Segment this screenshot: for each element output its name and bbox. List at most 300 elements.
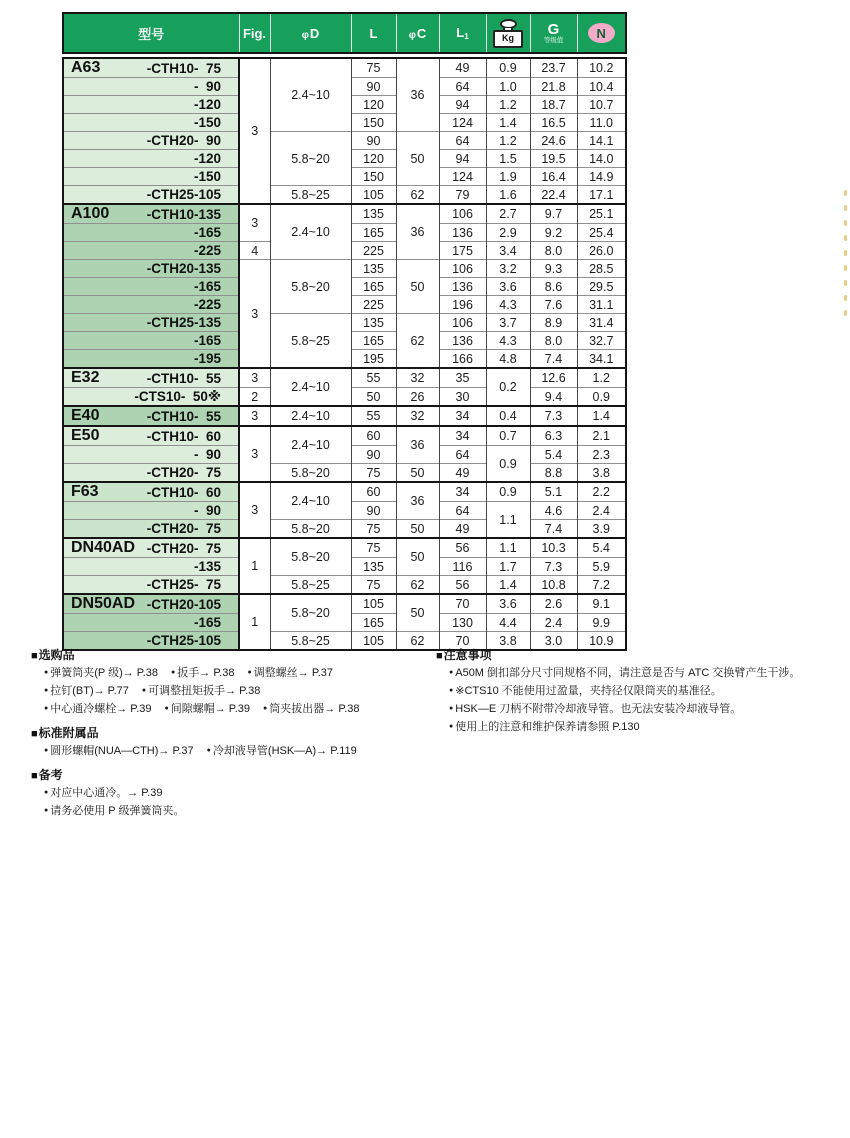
table-row — [63, 538, 626, 558]
cell-d: 5.8~25 — [270, 186, 351, 205]
cell-model — [63, 594, 239, 614]
note-section-title — [31, 648, 431, 664]
cell-g: 8.8 — [530, 464, 577, 483]
note-title-text: 备考 — [38, 768, 63, 782]
note-item — [171, 667, 235, 679]
model-suffix: -165 — [193, 225, 221, 240]
note-item-text: 间隙螺帽→ P.39 — [170, 703, 251, 715]
cell-model — [63, 368, 239, 388]
cell-g: 5.4 — [530, 446, 577, 464]
note-item — [44, 685, 129, 697]
model-suffix: -120 — [193, 151, 221, 166]
cell-d: 5.8~20 — [270, 538, 351, 576]
cell-kg: 0.9 — [486, 446, 530, 483]
cell-kg: 1.7 — [486, 558, 530, 576]
cell-l1: 70 — [439, 632, 486, 651]
model-suffix: -165 — [193, 279, 221, 294]
cell-n: 10.7 — [577, 96, 626, 114]
cell-d: 5.8~20 — [270, 132, 351, 186]
cell-d: 5.8~25 — [270, 314, 351, 369]
bullet-icon: ● — [44, 669, 49, 676]
cell-l: 225 — [351, 296, 396, 314]
cell-l1: 79 — [439, 186, 486, 205]
cell-n: 10.2 — [577, 58, 626, 78]
bullet-icon: ● — [247, 669, 252, 676]
cell-g: 21.8 — [530, 78, 577, 96]
model-suffix: - 90 — [193, 503, 221, 518]
cell-l: 90 — [351, 502, 396, 520]
cell-n: 2.1 — [577, 426, 626, 446]
cell-c: 36 — [396, 426, 439, 464]
cell-l: 75 — [351, 538, 396, 558]
cell-n: 5.9 — [577, 558, 626, 576]
cell-l1: 136 — [439, 332, 486, 350]
col-header-fig: Fig. — [239, 13, 270, 53]
cell-d: 2.4~10 — [270, 58, 351, 132]
cell-l1: 34 — [439, 482, 486, 502]
cell-n: 3.9 — [577, 520, 626, 539]
cell-model — [63, 242, 239, 260]
col-header-d: φD — [270, 13, 351, 53]
bullet-icon: ● — [171, 669, 176, 676]
cell-g: 22.4 — [530, 186, 577, 205]
cell-l: 105 — [351, 594, 396, 614]
note-item — [44, 787, 163, 799]
cell-l: 90 — [351, 446, 396, 464]
note-item-text: 可调整扭矩扳手→ P.38 — [148, 685, 261, 697]
cell-model — [63, 58, 239, 78]
note-item — [44, 805, 184, 817]
cell-kg: 0.4 — [486, 406, 530, 426]
cell-n: 7.2 — [577, 576, 626, 595]
note-item — [248, 667, 334, 679]
note-title-text: 标准附属品 — [38, 726, 99, 740]
model-suffix: -CTH20-135 — [146, 261, 221, 276]
note-item-text: HSK—E 刀柄不附带冷却液导管。也无法安装冷却液导管。 — [455, 703, 742, 715]
cell-fig: 3 — [239, 58, 270, 204]
note-item — [449, 685, 722, 697]
cell-g: 8.0 — [530, 332, 577, 350]
cell-kg: 1.0 — [486, 78, 530, 96]
cell-l: 75 — [351, 58, 396, 78]
cell-n: 28.5 — [577, 260, 626, 278]
cell-kg: 0.9 — [486, 58, 530, 78]
cell-model — [63, 150, 239, 168]
table-row — [63, 58, 626, 78]
model-suffix: -CTH20- 75 — [146, 521, 221, 536]
cell-l1: 64 — [439, 502, 486, 520]
cell-n: 31.4 — [577, 314, 626, 332]
cell-n: 1.2 — [577, 368, 626, 388]
cell-l1: 56 — [439, 538, 486, 558]
model-suffix: -225 — [193, 297, 221, 312]
model-suffix: -CTS10- 50※ — [134, 388, 221, 404]
cell-kg: 4.8 — [486, 350, 530, 369]
cell-n: 25.1 — [577, 204, 626, 224]
cell-l: 60 — [351, 426, 396, 446]
cell-l1: 70 — [439, 594, 486, 614]
cell-d: 2.4~10 — [270, 482, 351, 520]
cell-n: 14.1 — [577, 132, 626, 150]
cell-l1: 64 — [439, 78, 486, 96]
note-item-text: 请务必使用 P 级弹簧筒夹。 — [50, 805, 185, 817]
cell-g: 12.6 — [530, 368, 577, 388]
cell-d: 5.8~20 — [270, 520, 351, 539]
note-item — [207, 745, 357, 757]
cell-n: 3.8 — [577, 464, 626, 483]
model-prefix: F63 — [71, 483, 99, 500]
cell-l1: 34 — [439, 406, 486, 426]
cell-c: 50 — [396, 538, 439, 576]
cell-model — [63, 314, 239, 332]
cell-g: 4.6 — [530, 502, 577, 520]
note-section-title — [436, 648, 844, 664]
cell-kg: 4.3 — [486, 332, 530, 350]
cell-fig: 4 — [239, 242, 270, 260]
cell-l1: 124 — [439, 168, 486, 186]
model-suffix: -CTH20- 75 — [146, 465, 221, 480]
cell-kg: 1.9 — [486, 168, 530, 186]
table-row — [63, 482, 626, 502]
model-suffix: -150 — [193, 169, 221, 184]
model-suffix: -CTH10- 55 — [146, 370, 221, 386]
spec-table-body — [63, 58, 626, 650]
bullet-icon: ● — [141, 687, 147, 694]
cell-n: 0.9 — [577, 388, 626, 407]
col-header-model: 型号 — [63, 13, 239, 53]
cell-model — [63, 464, 239, 483]
cell-n: 14.0 — [577, 150, 626, 168]
model-suffix: -CTH10- 75 — [146, 60, 221, 76]
cell-l1: 35 — [439, 368, 486, 388]
cell-l: 135 — [351, 260, 396, 278]
note-item-text: 冷却液导管(HSK—A)→ P.119 — [212, 745, 357, 757]
cell-model — [63, 332, 239, 350]
cell-l: 90 — [351, 78, 396, 96]
col-header-l: L — [351, 13, 396, 53]
cell-model — [63, 538, 239, 558]
cell-kg: 1.1 — [486, 538, 530, 558]
cell-kg: 1.4 — [486, 576, 530, 595]
bullet-icon: ● — [449, 705, 454, 712]
cell-l1: 175 — [439, 242, 486, 260]
phi-symbol: φ — [408, 29, 416, 41]
square-marker-icon: ■ — [31, 728, 38, 740]
cell-l1: 136 — [439, 278, 486, 296]
cell-g: 2.4 — [530, 614, 577, 632]
cell-l1: 106 — [439, 260, 486, 278]
cell-l: 165 — [351, 278, 396, 296]
cell-model — [63, 388, 239, 407]
model-prefix: E40 — [71, 407, 100, 424]
cell-model — [63, 96, 239, 114]
cell-n: 2.2 — [577, 482, 626, 502]
model-prefix: E50 — [71, 427, 100, 444]
cell-l1: 166 — [439, 350, 486, 369]
cell-model — [63, 186, 239, 205]
note-item — [263, 703, 360, 715]
phi-symbol: φ — [301, 29, 309, 41]
cell-n: 5.4 — [577, 538, 626, 558]
table-row — [63, 426, 626, 446]
model-suffix: -195 — [193, 351, 221, 366]
cell-n: 31.1 — [577, 296, 626, 314]
model-suffix: -CTH10- 55 — [146, 408, 221, 424]
cell-model — [63, 482, 239, 502]
note-line — [31, 784, 431, 802]
note-section-title — [31, 726, 431, 742]
note-line — [31, 742, 431, 760]
cell-l: 150 — [351, 168, 396, 186]
cell-l: 90 — [351, 132, 396, 150]
cell-n: 14.9 — [577, 168, 626, 186]
cell-kg: 3.6 — [486, 594, 530, 614]
cell-c: 50 — [396, 260, 439, 314]
cell-g: 8.0 — [530, 242, 577, 260]
cell-g: 9.4 — [530, 388, 577, 407]
table-row — [63, 314, 626, 332]
note-item-text: 筒夹拔出器→ P.38 — [269, 703, 360, 715]
cell-fig: 1 — [239, 594, 270, 650]
bullet-icon: ● — [449, 723, 454, 730]
note-item — [44, 745, 194, 757]
cell-c: 32 — [396, 368, 439, 388]
cell-l: 55 — [351, 406, 396, 426]
table-row — [63, 406, 626, 426]
cell-kg: 1.2 — [486, 132, 530, 150]
cell-model — [63, 426, 239, 446]
cell-fig: 2 — [239, 388, 270, 407]
cell-n: 32.7 — [577, 332, 626, 350]
bullet-icon: ● — [263, 705, 268, 712]
table-row — [63, 520, 626, 539]
page-edge-marks — [844, 190, 847, 325]
cell-kg: 1.2 — [486, 96, 530, 114]
note-item-text: ※CTS10 不能使用过盈量，夹持径仅限筒夹的基准径。 — [455, 685, 722, 697]
note-item — [449, 703, 741, 715]
cell-n: 26.0 — [577, 242, 626, 260]
spec-table-header — [62, 12, 627, 54]
cell-l: 50 — [351, 388, 396, 407]
cell-fig: 3 — [239, 260, 270, 369]
cell-model — [63, 278, 239, 296]
cell-kg: 3.7 — [486, 314, 530, 332]
cell-n: 9.9 — [577, 614, 626, 632]
model-suffix: -CTH25-135 — [146, 315, 221, 330]
cell-d: 5.8~25 — [270, 576, 351, 595]
cell-kg: 0.7 — [486, 426, 530, 446]
bullet-icon: ● — [44, 687, 49, 694]
cell-l1: 94 — [439, 150, 486, 168]
cell-n: 17.1 — [577, 186, 626, 205]
cell-kg: 1.5 — [486, 150, 530, 168]
cell-l: 165 — [351, 332, 396, 350]
model-suffix: -CTH10-135 — [146, 206, 221, 222]
cell-n: 2.3 — [577, 446, 626, 464]
cell-g: 6.3 — [530, 426, 577, 446]
model-suffix: -135 — [193, 559, 221, 574]
cell-c: 36 — [396, 58, 439, 132]
cell-model — [63, 114, 239, 132]
bullet-icon: ● — [44, 705, 49, 712]
cell-g: 18.7 — [530, 96, 577, 114]
cell-l1: 30 — [439, 388, 486, 407]
bullet-icon: ● — [206, 747, 211, 754]
cell-model — [63, 558, 239, 576]
cell-l1: 106 — [439, 204, 486, 224]
cell-kg: 2.7 — [486, 204, 530, 224]
cell-d: 2.4~10 — [270, 368, 351, 406]
note-line — [31, 664, 431, 682]
cell-kg: 3.4 — [486, 242, 530, 260]
table-row — [63, 204, 626, 224]
cell-kg: 3.2 — [486, 260, 530, 278]
cell-model — [63, 224, 239, 242]
cell-l: 105 — [351, 632, 396, 651]
note-item-text: 调整螺丝→ P.37 — [253, 667, 334, 679]
col-header-n — [577, 13, 626, 53]
table-row — [63, 260, 626, 278]
col-header-kg — [486, 13, 530, 53]
note-item-text: 圆形螺帽(NUA—CTH)→ P.37 — [50, 745, 194, 757]
cell-g: 7.6 — [530, 296, 577, 314]
table-row — [63, 464, 626, 483]
cell-c: 50 — [396, 464, 439, 483]
cell-c: 62 — [396, 186, 439, 205]
cell-l1: 49 — [439, 464, 486, 483]
cell-n: 9.1 — [577, 594, 626, 614]
table-row — [63, 576, 626, 595]
model-suffix: -CTH20-105 — [146, 596, 221, 612]
model-suffix: -225 — [193, 243, 221, 258]
cell-model — [63, 576, 239, 595]
col-header-l1: L1 — [439, 13, 486, 53]
note-line — [436, 700, 844, 718]
model-suffix: - 90 — [193, 447, 221, 462]
cell-g: 10.8 — [530, 576, 577, 595]
cell-kg: 2.9 — [486, 224, 530, 242]
model-suffix: -CTH25-105 — [146, 633, 221, 648]
cell-c: 50 — [396, 520, 439, 539]
cell-l: 75 — [351, 464, 396, 483]
bullet-icon: ● — [164, 705, 169, 712]
model-prefix: A63 — [71, 59, 101, 76]
cell-kg: 4.3 — [486, 296, 530, 314]
cell-l1: 136 — [439, 224, 486, 242]
model-suffix: -CTH10- 60 — [146, 428, 221, 444]
cell-g: 24.6 — [530, 132, 577, 150]
cell-model — [63, 260, 239, 278]
note-line — [31, 802, 431, 820]
cell-fig: 1 — [239, 538, 270, 594]
note-line — [436, 718, 844, 736]
cell-l: 135 — [351, 204, 396, 224]
bullet-icon: ● — [449, 669, 454, 676]
cell-d: 2.4~10 — [270, 204, 351, 260]
note-item — [165, 703, 251, 715]
cell-fig: 3 — [239, 406, 270, 426]
note-section-title — [31, 768, 431, 784]
cell-l1: 106 — [439, 314, 486, 332]
note-line — [31, 682, 431, 700]
cell-l: 105 — [351, 186, 396, 205]
note-line — [31, 700, 431, 718]
table-row — [63, 594, 626, 614]
cell-c: 36 — [396, 204, 439, 260]
cell-model — [63, 78, 239, 96]
cell-fig: 3 — [239, 368, 270, 388]
cell-c: 62 — [396, 632, 439, 651]
bullet-icon: ● — [44, 807, 49, 814]
cell-c: 32 — [396, 406, 439, 426]
model-suffix: - 90 — [193, 79, 221, 94]
square-marker-icon: ■ — [31, 770, 38, 782]
note-item-text: A50M 倒扣部分尺寸同规格不同，请注意是否与 ATC 交换臂产生干涉。 — [455, 667, 801, 679]
cell-g: 16.5 — [530, 114, 577, 132]
note-item — [44, 703, 152, 715]
cell-g: 10.3 — [530, 538, 577, 558]
note-item — [449, 721, 640, 733]
model-suffix: -CTH25- 75 — [146, 577, 221, 592]
cell-n: 1.4 — [577, 406, 626, 426]
cell-l: 195 — [351, 350, 396, 369]
cell-model — [63, 502, 239, 520]
cell-l: 120 — [351, 96, 396, 114]
cell-kg: 1.1 — [486, 502, 530, 539]
cell-d: 2.4~10 — [270, 426, 351, 464]
cell-n: 25.4 — [577, 224, 626, 242]
note-item — [142, 685, 261, 697]
cell-model — [63, 406, 239, 426]
cell-model — [63, 614, 239, 632]
cell-kg: 0.2 — [486, 368, 530, 406]
cell-g: 7.4 — [530, 350, 577, 369]
cell-fig: 3 — [239, 482, 270, 538]
cell-g: 7.3 — [530, 558, 577, 576]
n-badge-icon: N — [588, 23, 615, 43]
cell-model — [63, 204, 239, 224]
cell-kg: 3.6 — [486, 278, 530, 296]
weight-icon: Kg — [487, 19, 530, 48]
cell-l: 150 — [351, 114, 396, 132]
cell-model — [63, 168, 239, 186]
note-item-text: 使用上的注意和维护保养请参照 P.130 — [455, 721, 640, 733]
cell-g: 8.9 — [530, 314, 577, 332]
cell-d: 2.4~10 — [270, 406, 351, 426]
cell-l1: 64 — [439, 132, 486, 150]
cell-l1: 56 — [439, 576, 486, 595]
cell-g: 9.7 — [530, 204, 577, 224]
cell-model — [63, 132, 239, 150]
note-item-text: 弹簧筒夹(P 级)→ P.38 — [50, 667, 159, 679]
cell-model — [63, 520, 239, 539]
model-prefix: A100 — [71, 205, 110, 222]
cell-kg: 3.8 — [486, 632, 530, 651]
bullet-icon: ● — [44, 747, 49, 754]
cell-kg: 0.9 — [486, 482, 530, 502]
cell-l: 135 — [351, 558, 396, 576]
cell-n: 2.4 — [577, 502, 626, 520]
cell-l: 120 — [351, 150, 396, 168]
note-item — [449, 667, 800, 679]
cell-kg: 1.6 — [486, 186, 530, 205]
note-title-text: 注意事项 — [443, 648, 492, 662]
cell-c: 62 — [396, 314, 439, 369]
cell-d: 5.8~20 — [270, 594, 351, 632]
cell-fig: 3 — [239, 204, 270, 242]
model-prefix: E32 — [71, 369, 100, 386]
cell-g: 2.6 — [530, 594, 577, 614]
